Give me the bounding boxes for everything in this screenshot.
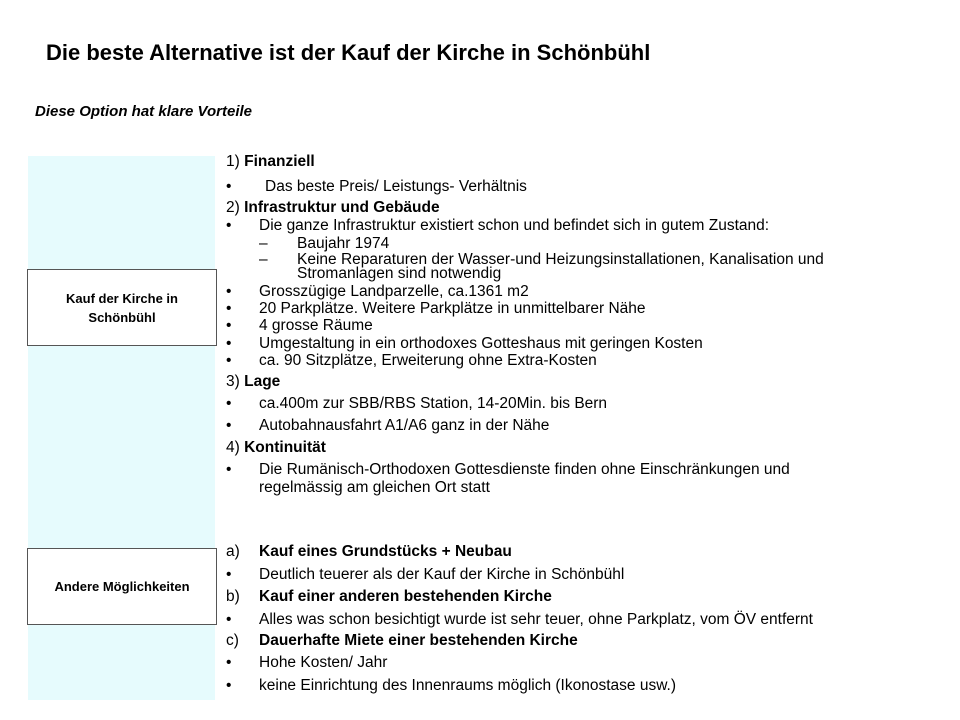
heading-label: Lage xyxy=(244,373,281,390)
heading-number: 3) xyxy=(226,373,240,390)
list-item-text xyxy=(259,461,790,497)
heading-label: Finanziell xyxy=(244,153,315,170)
heading-lage xyxy=(226,373,280,391)
sub-list-item-text xyxy=(297,253,824,281)
list-item-text: Die ganze Infrastruktur existiert schon und befindet sich in gutem Zustand: xyxy=(259,217,770,234)
bullet-icon: • xyxy=(226,395,232,412)
bullet-icon: • xyxy=(226,352,232,369)
list-item-text: Umgestaltung in ein orthodoxes Gotteshaus mit geringen Kosten xyxy=(259,335,703,352)
list-item-text: 20 Parkplätze. Weitere Parkplätze in unmittelbarer Nähe xyxy=(259,300,646,317)
option-label: Kauf einer anderen bestehenden Kirche xyxy=(259,588,552,605)
list-item-text: Autobahnausfahrt A1/A6 ganz in der Nähe xyxy=(259,417,550,434)
bullet-icon: • xyxy=(226,300,232,317)
bullet-icon: • xyxy=(226,611,232,628)
sub-list-item-text: Baujahr 1974 xyxy=(297,235,390,252)
sub-list-item-line2: Stromanlagen sind notwendig xyxy=(297,265,502,282)
page-subtitle: Diese Option hat klare Vorteile xyxy=(35,103,253,120)
list-item-text: Deutlich teuerer als der Kauf der Kirche in Schönbühl xyxy=(259,566,625,583)
label-box-kauf-line2: Schönbühl xyxy=(88,309,156,325)
page-title: Die beste Alternative ist der Kauf der Kirche in Schönbühl xyxy=(46,40,651,65)
heading-label: Infrastruktur und Gebäude xyxy=(244,199,440,216)
list-item-text: Hohe Kosten/ Jahr xyxy=(259,654,388,671)
heading-number: 4) xyxy=(226,439,240,456)
option-letter: b) xyxy=(226,588,240,605)
option-letter: a) xyxy=(226,543,240,560)
heading-finanziell xyxy=(226,153,315,171)
heading-number: 1) xyxy=(226,153,240,170)
bullet-icon: • xyxy=(226,461,232,478)
heading-kontinuitaet xyxy=(226,439,326,457)
list-item-text: keine Einrichtung des Innenraums möglich (Ikonostase usw.) xyxy=(259,677,676,694)
bullet-icon: • xyxy=(226,335,232,352)
label-box-andere xyxy=(27,548,217,625)
bullet-icon: • xyxy=(226,417,232,434)
list-item-text: Das beste Preis/ Leistungs- Verhältnis xyxy=(265,178,527,195)
bullet-icon: • xyxy=(226,317,232,334)
list-item-text: 4 grosse Räume xyxy=(259,317,373,334)
dash-icon: – xyxy=(259,235,268,252)
heading-infrastruktur xyxy=(226,199,440,217)
sub-list-item-line1: Keine Reparaturen der Wasser-und Heizungsinstallationen, Kanalisation und xyxy=(297,251,824,268)
option-label: Kauf eines Grundstücks + Neubau xyxy=(259,543,512,560)
label-box-andere-text: Andere Möglichkeiten xyxy=(54,579,190,594)
bullet-icon: • xyxy=(226,178,232,195)
bullet-icon: • xyxy=(226,283,232,300)
bullet-icon: • xyxy=(226,677,232,694)
bullet-icon: • xyxy=(226,566,232,583)
bullet-icon: • xyxy=(226,654,232,671)
list-item-text: ca. 90 Sitzplätze, Erweiterung ohne Extra-Kosten xyxy=(259,352,597,369)
heading-label: Kontinuität xyxy=(244,439,326,456)
heading-number: 2) xyxy=(226,199,240,216)
option-letter: c) xyxy=(226,632,239,649)
dash-icon: – xyxy=(259,251,268,268)
list-item-text: Grosszügige Landparzelle, ca.1361 m2 xyxy=(259,283,529,300)
option-label: Dauerhafte Miete einer bestehenden Kirche xyxy=(259,632,578,649)
label-box-kauf-line1: Kauf der Kirche in xyxy=(66,290,178,306)
list-item-text: ca.400m zur SBB/RBS Station, 14-20Min. bis Bern xyxy=(259,395,608,412)
list-item-line1: Die Rumänisch-Orthodoxen Gottesdienste finden ohne Einschränkungen und xyxy=(259,461,790,478)
list-item-text: Alles was schon besichtigt wurde ist sehr teuer, ohne Parkplatz, vom ÖV entfernt xyxy=(259,611,813,628)
bullet-icon: • xyxy=(226,217,232,234)
list-item-line2: regelmässig am gleichen Ort statt xyxy=(259,479,490,496)
label-box-kauf xyxy=(27,269,217,346)
